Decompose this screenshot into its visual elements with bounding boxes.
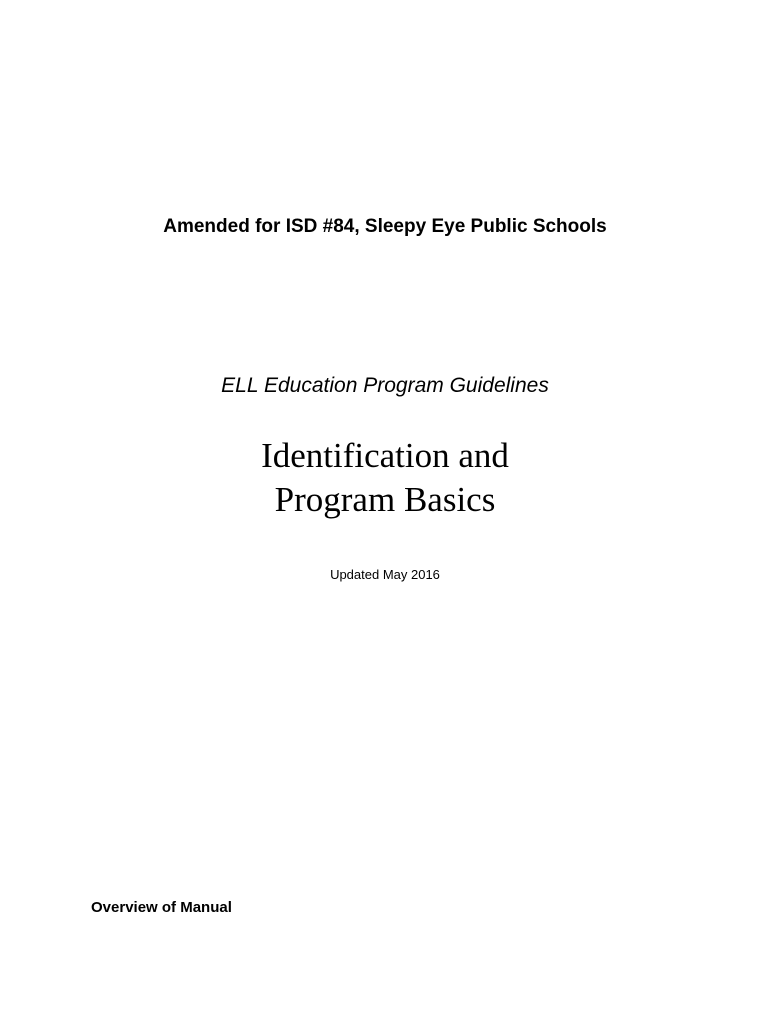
updated-date: Updated May 2016: [330, 567, 440, 582]
title-line-2: Program Basics: [274, 480, 496, 519]
amended-heading: Amended for ISD #84, Sleepy Eye Public Schools: [163, 216, 607, 237]
title-line-1: Identification and: [261, 436, 509, 475]
overview-heading: Overview of Manual: [91, 899, 232, 916]
guidelines-heading: ELL Education Program Guidelines: [221, 374, 549, 397]
document-title: [0, 434, 770, 522]
